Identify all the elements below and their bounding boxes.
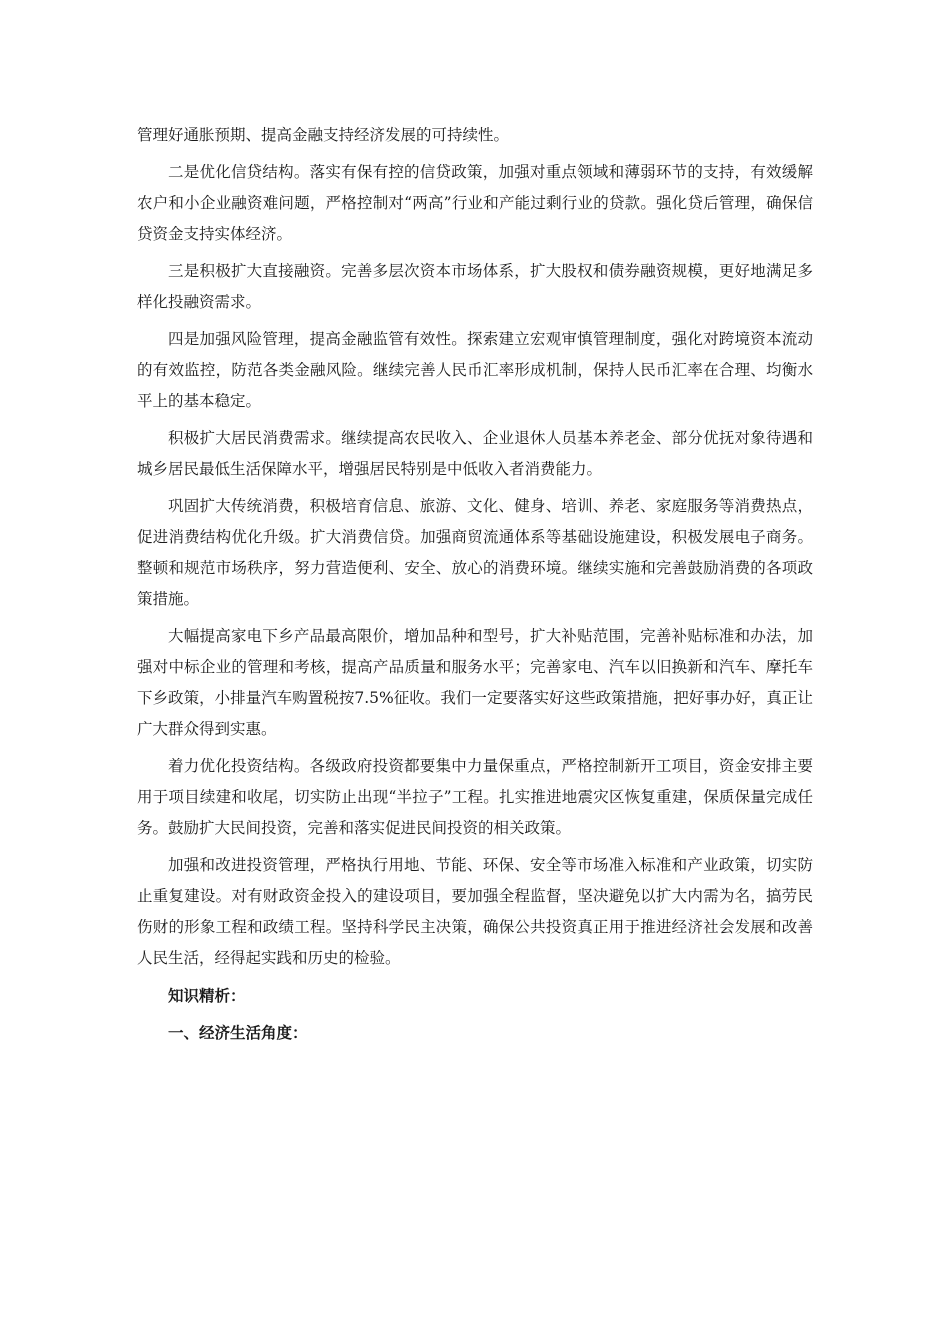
paragraph-investment-structure: 着力优化投资结构。各级政府投资都要集中力量保重点，严格控制新开工项目，资金安排主要用于项目续建和收尾，切实防止出现“半拉子”工程。扎实推进地震灾区恢复重建，保质保量完成任务。鼓励扩大民间投资，完善和落实促进民间投资的相关政策。 — [137, 757, 813, 837]
paragraph-risk-management: 四是加强风险管理，提高金融监管有效性。探索建立宏观审慎管理制度，强化对跨境资本流动的有效监控，防范各类金融风险。继续完善人民币汇率形成机制，保持人民币汇率在合理、均衡水平上的基本稳定。 — [137, 330, 813, 410]
paragraph-home-appliances: 大幅提高家电下乡产品最高限价，增加品种和型号，扩大补贴范围，完善补贴标准和办法，加强对中标企业的管理和考核，提高产品质量和服务水平；完善家电、汽车以旧换新和汽车、摩托车下乡政策，小排量汽车购置税按7.5%征收。我们一定要落实好这些政策措施，把好事办好，真正让广大群众得到实惠。 — [137, 627, 813, 738]
heading-economic-life: 一、经济生活角度： — [168, 1023, 308, 1042]
paragraph-traditional-consumption: 巩固扩大传统消费，积极培育信息、旅游、文化、健身、培训、养老、家庭服务等消费热点，促进消费结构优化升级。扩大消费信贷。加强商贸流通体系等基础设施建设，积极发展电子商务。整顿和规范市场秩序，努力营造便利、安全、放心的消费环境。继续实施和完善鼓励消费的各项政策措施。 — [137, 497, 813, 608]
heading-knowledge-analysis: 知识精析： — [168, 986, 246, 1005]
paragraph-consumer-demand: 积极扩大居民消费需求。继续提高农民收入、企业退休人员基本养老金、部分优抚对象待遇和城乡居民最低生活保障水平，增强居民特别是中低收入者消费能力。 — [137, 429, 813, 478]
document-body — [137, 120, 813, 1054]
paragraph-continuation: 管理好通胀预期、提高金融支持经济发展的可持续性。 — [137, 126, 510, 144]
paragraph-direct-financing: 三是积极扩大直接融资。完善多层次资本市场体系，扩大股权和债券融资规模，更好地满足多样化投融资需求。 — [137, 262, 813, 311]
paragraph-credit-structure: 二是优化信贷结构。落实有保有控的信贷政策，加强对重点领域和薄弱环节的支持，有效缓解农户和小企业融资难问题，严格控制对“两高”行业和产能过剩行业的贷款。强化贷后管理，确保信贷资金支持实体经济。 — [137, 163, 813, 243]
paragraph-investment-management: 加强和改进投资管理，严格执行用地、节能、环保、安全等市场准入标准和产业政策，切实防止重复建设。对有财政资金投入的建设项目，要加强全程监督，坚决避免以扩大内需为名，搞劳民伤财的形象工程和政绩工程。坚持科学民主决策，确保公共投资真正用于推进经济社会发展和改善人民生活，经得起实践和历史的检验。 — [137, 856, 813, 967]
